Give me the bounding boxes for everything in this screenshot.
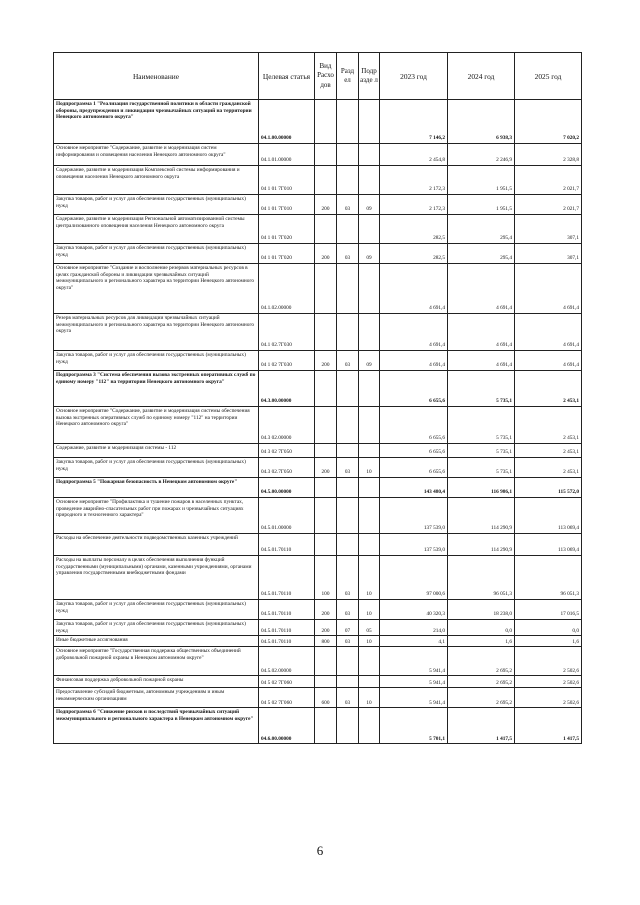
row-value-2024: 295,4 (448, 215, 515, 244)
row-section (337, 647, 359, 676)
row-subsection: 09 (359, 244, 380, 264)
row-name: Закупка товаров, работ и услуг для обеспечения государственных (муниципальных) нужд (54, 195, 259, 215)
row-section (337, 676, 359, 688)
row-name: Основное мероприятие "Профилактика и тушение пожаров в населенных пунктах, проведение аварийно-спасательных работ при пожарах и чрезвычайных ситуациях природного и техногенного характера" (54, 498, 259, 534)
row-expense-type: 200 (315, 195, 337, 215)
row-expense-type (315, 215, 337, 244)
row-target-code: 04 5 02 7Г060 (259, 688, 315, 708)
row-value-2025: 1,6 (515, 636, 582, 647)
row-target-code: 04.5.02.00000 (259, 647, 315, 676)
header-section: Разд ел (337, 53, 359, 100)
header-target: Целевая статья (259, 53, 315, 100)
row-value-2025: 307,1 (515, 244, 582, 264)
row-value-2024: 0,0 (448, 620, 515, 636)
row-expense-type (315, 100, 337, 144)
row-subsection (359, 215, 380, 244)
row-section: 03 (337, 195, 359, 215)
row-expense-type: 100 (315, 556, 337, 600)
row-value-2023: 2 454,8 (380, 144, 448, 166)
table-row (54, 647, 582, 676)
row-value-2023: 97 000,6 (380, 556, 448, 600)
row-name: Предоставление субсидий бюджетным, автономным учреждениям и иным некоммерческим организациям (54, 688, 259, 708)
table-row (54, 351, 582, 371)
row-value-2023: 5 941,4 (380, 688, 448, 708)
row-subsection: 10 (359, 636, 380, 647)
row-name: Расходы на обеспечение деятельности подведомственных казенных учреждений (54, 534, 259, 556)
row-value-2023: 143 480,4 (380, 478, 448, 498)
row-name: Иные бюджетные ассигнования (54, 636, 259, 647)
row-value-2024: 1 951,5 (448, 195, 515, 215)
header-2025: 2025 год (515, 53, 582, 100)
row-expense-type: 200 (315, 600, 337, 620)
row-name: Закупка товаров, работ и услуг для обеспечения государственных (муниципальных) нужд (54, 244, 259, 264)
row-value-2025: 4 691,4 (515, 264, 582, 314)
row-target-code: 04.5.01.00000 (259, 498, 315, 534)
header-2023: 2023 год (380, 53, 448, 100)
table-body (54, 100, 582, 744)
row-value-2023: 282,5 (380, 244, 448, 264)
row-value-2025: 4 691,4 (515, 351, 582, 371)
row-expense-type: 200 (315, 458, 337, 478)
row-value-2023: 6 655,6 (380, 444, 448, 458)
row-name: Резерв материальных ресурсов для ликвидации чрезвычайных ситуаций межмуниципального и регионального характера на территории Ненецкого автономного округа (54, 314, 259, 351)
row-value-2023: 5 941,4 (380, 647, 448, 676)
row-section (337, 264, 359, 314)
row-value-2025: 17 016,5 (515, 600, 582, 620)
row-name: Подпрограмма 6 "Снижение рисков и последствий чрезвычайных ситуаций межмуниципального и регионального характера в Ненецком автономном округе" (54, 708, 259, 744)
row-section (337, 215, 359, 244)
row-target-code: 04 1 01 7Г020 (259, 244, 315, 264)
row-name: Содержание, развитие и модернизация Комплексной системы информирования и оповещения населения Ненецкого автономного округа (54, 166, 259, 195)
row-value-2024: 5 735,1 (448, 458, 515, 478)
table-row (54, 708, 582, 744)
row-value-2023: 2 172,3 (380, 166, 448, 195)
row-section: 03 (337, 351, 359, 371)
row-value-2024: 2 695,2 (448, 676, 515, 688)
row-name: Основное мероприятие "Создание и восполнение резервов материальных ресурсов в целях гражданской обороны и ликвидации чрезвычайных ситуаций межмуниципального и регионального характера на территории Ненецкого автономного округа" (54, 264, 259, 314)
row-value-2024: 6 938,3 (448, 100, 515, 144)
row-subsection: 10 (359, 688, 380, 708)
row-name: Подпрограмма 5 "Пожарная безопасность в Ненецком автономном округе" (54, 478, 259, 498)
row-value-2023: 40 320,3 (380, 600, 448, 620)
row-section (337, 708, 359, 744)
row-value-2024: 1,6 (448, 636, 515, 647)
row-value-2025: 115 572,0 (515, 478, 582, 498)
row-value-2025: 1 417,5 (515, 708, 582, 744)
row-section: 03 (337, 688, 359, 708)
row-expense-type (315, 144, 337, 166)
row-subsection (359, 407, 380, 444)
row-value-2023: 214,0 (380, 620, 448, 636)
row-value-2025: 2 453,1 (515, 407, 582, 444)
table-row (54, 407, 582, 444)
row-section: 03 (337, 600, 359, 620)
header-subsection: Подр азде л (359, 53, 380, 100)
table-row (54, 676, 582, 688)
row-section (337, 314, 359, 351)
row-expense-type: 600 (315, 688, 337, 708)
table-row (54, 600, 582, 620)
row-value-2023: 2 172,3 (380, 195, 448, 215)
row-target-code: 04.5.01.70110 (259, 534, 315, 556)
row-value-2024: 5 735,1 (448, 371, 515, 407)
row-subsection: 10 (359, 556, 380, 600)
table-row (54, 100, 582, 144)
row-value-2023: 4 691,4 (380, 314, 448, 351)
row-value-2023: 7 146,2 (380, 100, 448, 144)
row-value-2025: 2 453,1 (515, 444, 582, 458)
table-row (54, 498, 582, 534)
row-name: Закупка товаров, работ и услуг для обеспечения государственных (муниципальных) нужд (54, 458, 259, 478)
row-expense-type (315, 314, 337, 351)
row-subsection (359, 264, 380, 314)
row-section: 03 (337, 636, 359, 647)
row-value-2025: 2 502,6 (515, 676, 582, 688)
row-target-code: 04 5 02 7Г060 (259, 676, 315, 688)
table-row (54, 620, 582, 636)
row-value-2025: 2 328,8 (515, 144, 582, 166)
row-value-2024: 1 417,5 (448, 708, 515, 744)
row-name: Содержание, развитие и модернизация Региональной автоматизированной системы централизованного оповещения населения Ненецкого автономного округа (54, 215, 259, 244)
row-subsection: 09 (359, 195, 380, 215)
row-expense-type (315, 407, 337, 444)
row-value-2025: 2 453,1 (515, 371, 582, 407)
row-expense-type: 800 (315, 636, 337, 647)
row-value-2024: 2 246,9 (448, 144, 515, 166)
row-target-code: 04.5.01.70110 (259, 600, 315, 620)
table-row (54, 636, 582, 647)
row-expense-type: 200 (315, 351, 337, 371)
row-name: Основное мероприятие "Содержание, развитие и модернизация системы обеспечения вызова экстренных оперативных служб по единому номеру "112" на территории Ненецкого автономного округа" (54, 407, 259, 444)
row-target-code: 04.3 02.7Г050 (259, 458, 315, 478)
row-value-2024: 2 695,2 (448, 647, 515, 676)
row-subsection (359, 676, 380, 688)
row-target-code: 04.5.01.70110 (259, 556, 315, 600)
row-section (337, 478, 359, 498)
row-name: Содержание, развитие и модернизация системы - 112 (54, 444, 259, 458)
table-row (54, 215, 582, 244)
row-section (337, 144, 359, 166)
row-value-2025: 113 069,4 (515, 498, 582, 534)
row-section (337, 407, 359, 444)
row-value-2024: 4 691,4 (448, 314, 515, 351)
row-value-2024: 114 290,9 (448, 498, 515, 534)
row-target-code: 04.5.01.70110 (259, 620, 315, 636)
page-number: 6 (316, 843, 324, 858)
row-name: Подпрограмма 3 "Система обеспечения вызова экстренных оперативных служб по единому номеру "112" на территории Ненецкого автономного округа" (54, 371, 259, 407)
row-expense-type (315, 166, 337, 195)
row-target-code: 04.1.00.00000 (259, 100, 315, 144)
row-section (337, 444, 359, 458)
row-expense-type (315, 676, 337, 688)
row-section (337, 166, 359, 195)
row-name: Основное мероприятие "Государственная поддержка общественных объединений добровольной пожарной охраны в Ненецком автономном округе" (54, 647, 259, 676)
row-value-2023: 4 691,4 (380, 264, 448, 314)
row-expense-type (315, 498, 337, 534)
row-target-code: 04.5.00.00000 (259, 478, 315, 498)
row-target-code: 04 1 02 7Г030 (259, 351, 315, 371)
table-row (54, 244, 582, 264)
row-subsection (359, 166, 380, 195)
row-expense-type: 200 (315, 620, 337, 636)
row-subsection (359, 647, 380, 676)
row-subsection (359, 534, 380, 556)
row-value-2024: 295,4 (448, 244, 515, 264)
row-subsection (359, 371, 380, 407)
row-target-code: 04.3.00.00000 (259, 371, 315, 407)
row-target-code: 04.1.02.00000 (259, 264, 315, 314)
row-value-2025: 307,1 (515, 215, 582, 244)
table-row (54, 444, 582, 458)
table-row (54, 478, 582, 498)
row-section (337, 100, 359, 144)
row-value-2024: 4 691,4 (448, 264, 515, 314)
row-target-code: 04.3 02.00000 (259, 407, 315, 444)
row-value-2023: 137 539,0 (380, 498, 448, 534)
row-expense-type (315, 264, 337, 314)
row-name: Подпрограмма 1 "Реализация государственной политики в области гражданской обороны, предупреждения и ликвидации чрезвычайных ситуаций на территории Ненецкого автономного округа" (54, 100, 259, 144)
row-value-2025: 2 021,7 (515, 195, 582, 215)
row-name: Расходы на выплаты персоналу в целях обеспечения выполнения функций государственными (муниципальными) органами, казенными учреждениями, органами управления государственными внебюджетными фондами (54, 556, 259, 600)
table-row (54, 195, 582, 215)
row-subsection: 10 (359, 458, 380, 478)
table-row (54, 314, 582, 351)
row-subsection: 09 (359, 351, 380, 371)
table-row (54, 458, 582, 478)
table-row (54, 534, 582, 556)
row-value-2025: 2 502,6 (515, 688, 582, 708)
row-expense-type (315, 478, 337, 498)
row-subsection (359, 478, 380, 498)
row-section (337, 534, 359, 556)
row-subsection: 05 (359, 620, 380, 636)
row-subsection (359, 100, 380, 144)
row-subsection (359, 498, 380, 534)
table-row (54, 144, 582, 166)
row-value-2024: 116 986,1 (448, 478, 515, 498)
budget-table-container (53, 52, 582, 744)
row-subsection: 10 (359, 600, 380, 620)
row-value-2024: 2 695,2 (448, 688, 515, 708)
row-value-2023: 137 539,0 (380, 534, 448, 556)
row-expense-type (315, 647, 337, 676)
row-expense-type: 200 (315, 244, 337, 264)
row-value-2025: 113 069,4 (515, 534, 582, 556)
row-value-2023: 6 655,6 (380, 371, 448, 407)
table-row (54, 556, 582, 600)
row-value-2024: 1 951,5 (448, 166, 515, 195)
row-target-code: 04 1 01 7Г020 (259, 215, 315, 244)
row-target-code: 04 3 02 7Г050 (259, 444, 315, 458)
row-target-code: 04.1 02.7Г030 (259, 314, 315, 351)
row-name: Закупка товаров, работ и услуг для обеспечения государственных (муниципальных) нужд (54, 620, 259, 636)
row-value-2023: 5 701,1 (380, 708, 448, 744)
row-target-code: 04.5.01.70110 (259, 636, 315, 647)
row-section (337, 498, 359, 534)
row-value-2025: 2 502,6 (515, 647, 582, 676)
row-value-2025: 2 021,7 (515, 166, 582, 195)
row-subsection (359, 444, 380, 458)
table-row (54, 688, 582, 708)
row-name: Закупка товаров, работ и услуг для обеспечения государственных (муниципальных) нужд (54, 600, 259, 620)
row-section: 03 (337, 556, 359, 600)
header-name: Наименование (54, 53, 259, 100)
row-value-2023: 4,1 (380, 636, 448, 647)
row-value-2024: 5 735,1 (448, 444, 515, 458)
row-value-2024: 4 691,4 (448, 351, 515, 371)
row-subsection (359, 314, 380, 351)
row-subsection (359, 708, 380, 744)
row-value-2023: 4 691,4 (380, 351, 448, 371)
row-value-2023: 6 655,6 (380, 458, 448, 478)
row-value-2023: 282,5 (380, 215, 448, 244)
row-value-2025: 4 691,4 (515, 314, 582, 351)
row-target-code: 04.1.01.00000 (259, 144, 315, 166)
row-section (337, 371, 359, 407)
budget-table (53, 52, 582, 744)
row-section: 07 (337, 620, 359, 636)
table-header-row (54, 53, 582, 100)
row-value-2024: 96 051,3 (448, 556, 515, 600)
header-2024: 2024 год (448, 53, 515, 100)
table-row (54, 371, 582, 407)
row-value-2024: 114 290,9 (448, 534, 515, 556)
table-row (54, 166, 582, 195)
row-target-code: 04 1 01 7Г010 (259, 166, 315, 195)
row-value-2025: 96 051,3 (515, 556, 582, 600)
row-expense-type (315, 444, 337, 458)
row-value-2025: 2 453,1 (515, 458, 582, 478)
row-section: 03 (337, 244, 359, 264)
row-value-2023: 6 655,6 (380, 407, 448, 444)
row-value-2025: 7 020,2 (515, 100, 582, 144)
row-name: Основное мероприятие "Содержание, развитие и модернизация систем информирования и оповещения населения Ненецкого автономного округа" (54, 144, 259, 166)
row-section: 03 (337, 458, 359, 478)
row-target-code: 04.6.00.00000 (259, 708, 315, 744)
row-value-2024: 5 735,1 (448, 407, 515, 444)
row-expense-type (315, 371, 337, 407)
row-value-2025: 0,0 (515, 620, 582, 636)
row-expense-type (315, 708, 337, 744)
row-value-2023: 5 941,4 (380, 676, 448, 688)
row-name: Финансовая поддержка добровольной пожарной охраны (54, 676, 259, 688)
row-value-2024: 18 238,0 (448, 600, 515, 620)
table-row (54, 264, 582, 314)
row-subsection (359, 144, 380, 166)
row-expense-type (315, 534, 337, 556)
row-target-code: 04 1 01 7Г010 (259, 195, 315, 215)
row-name: Закупка товаров, работ и услуг для обеспечения государственных (муниципальных) нужд (54, 351, 259, 371)
header-expense-type: Вид Расхо дов (315, 53, 337, 100)
